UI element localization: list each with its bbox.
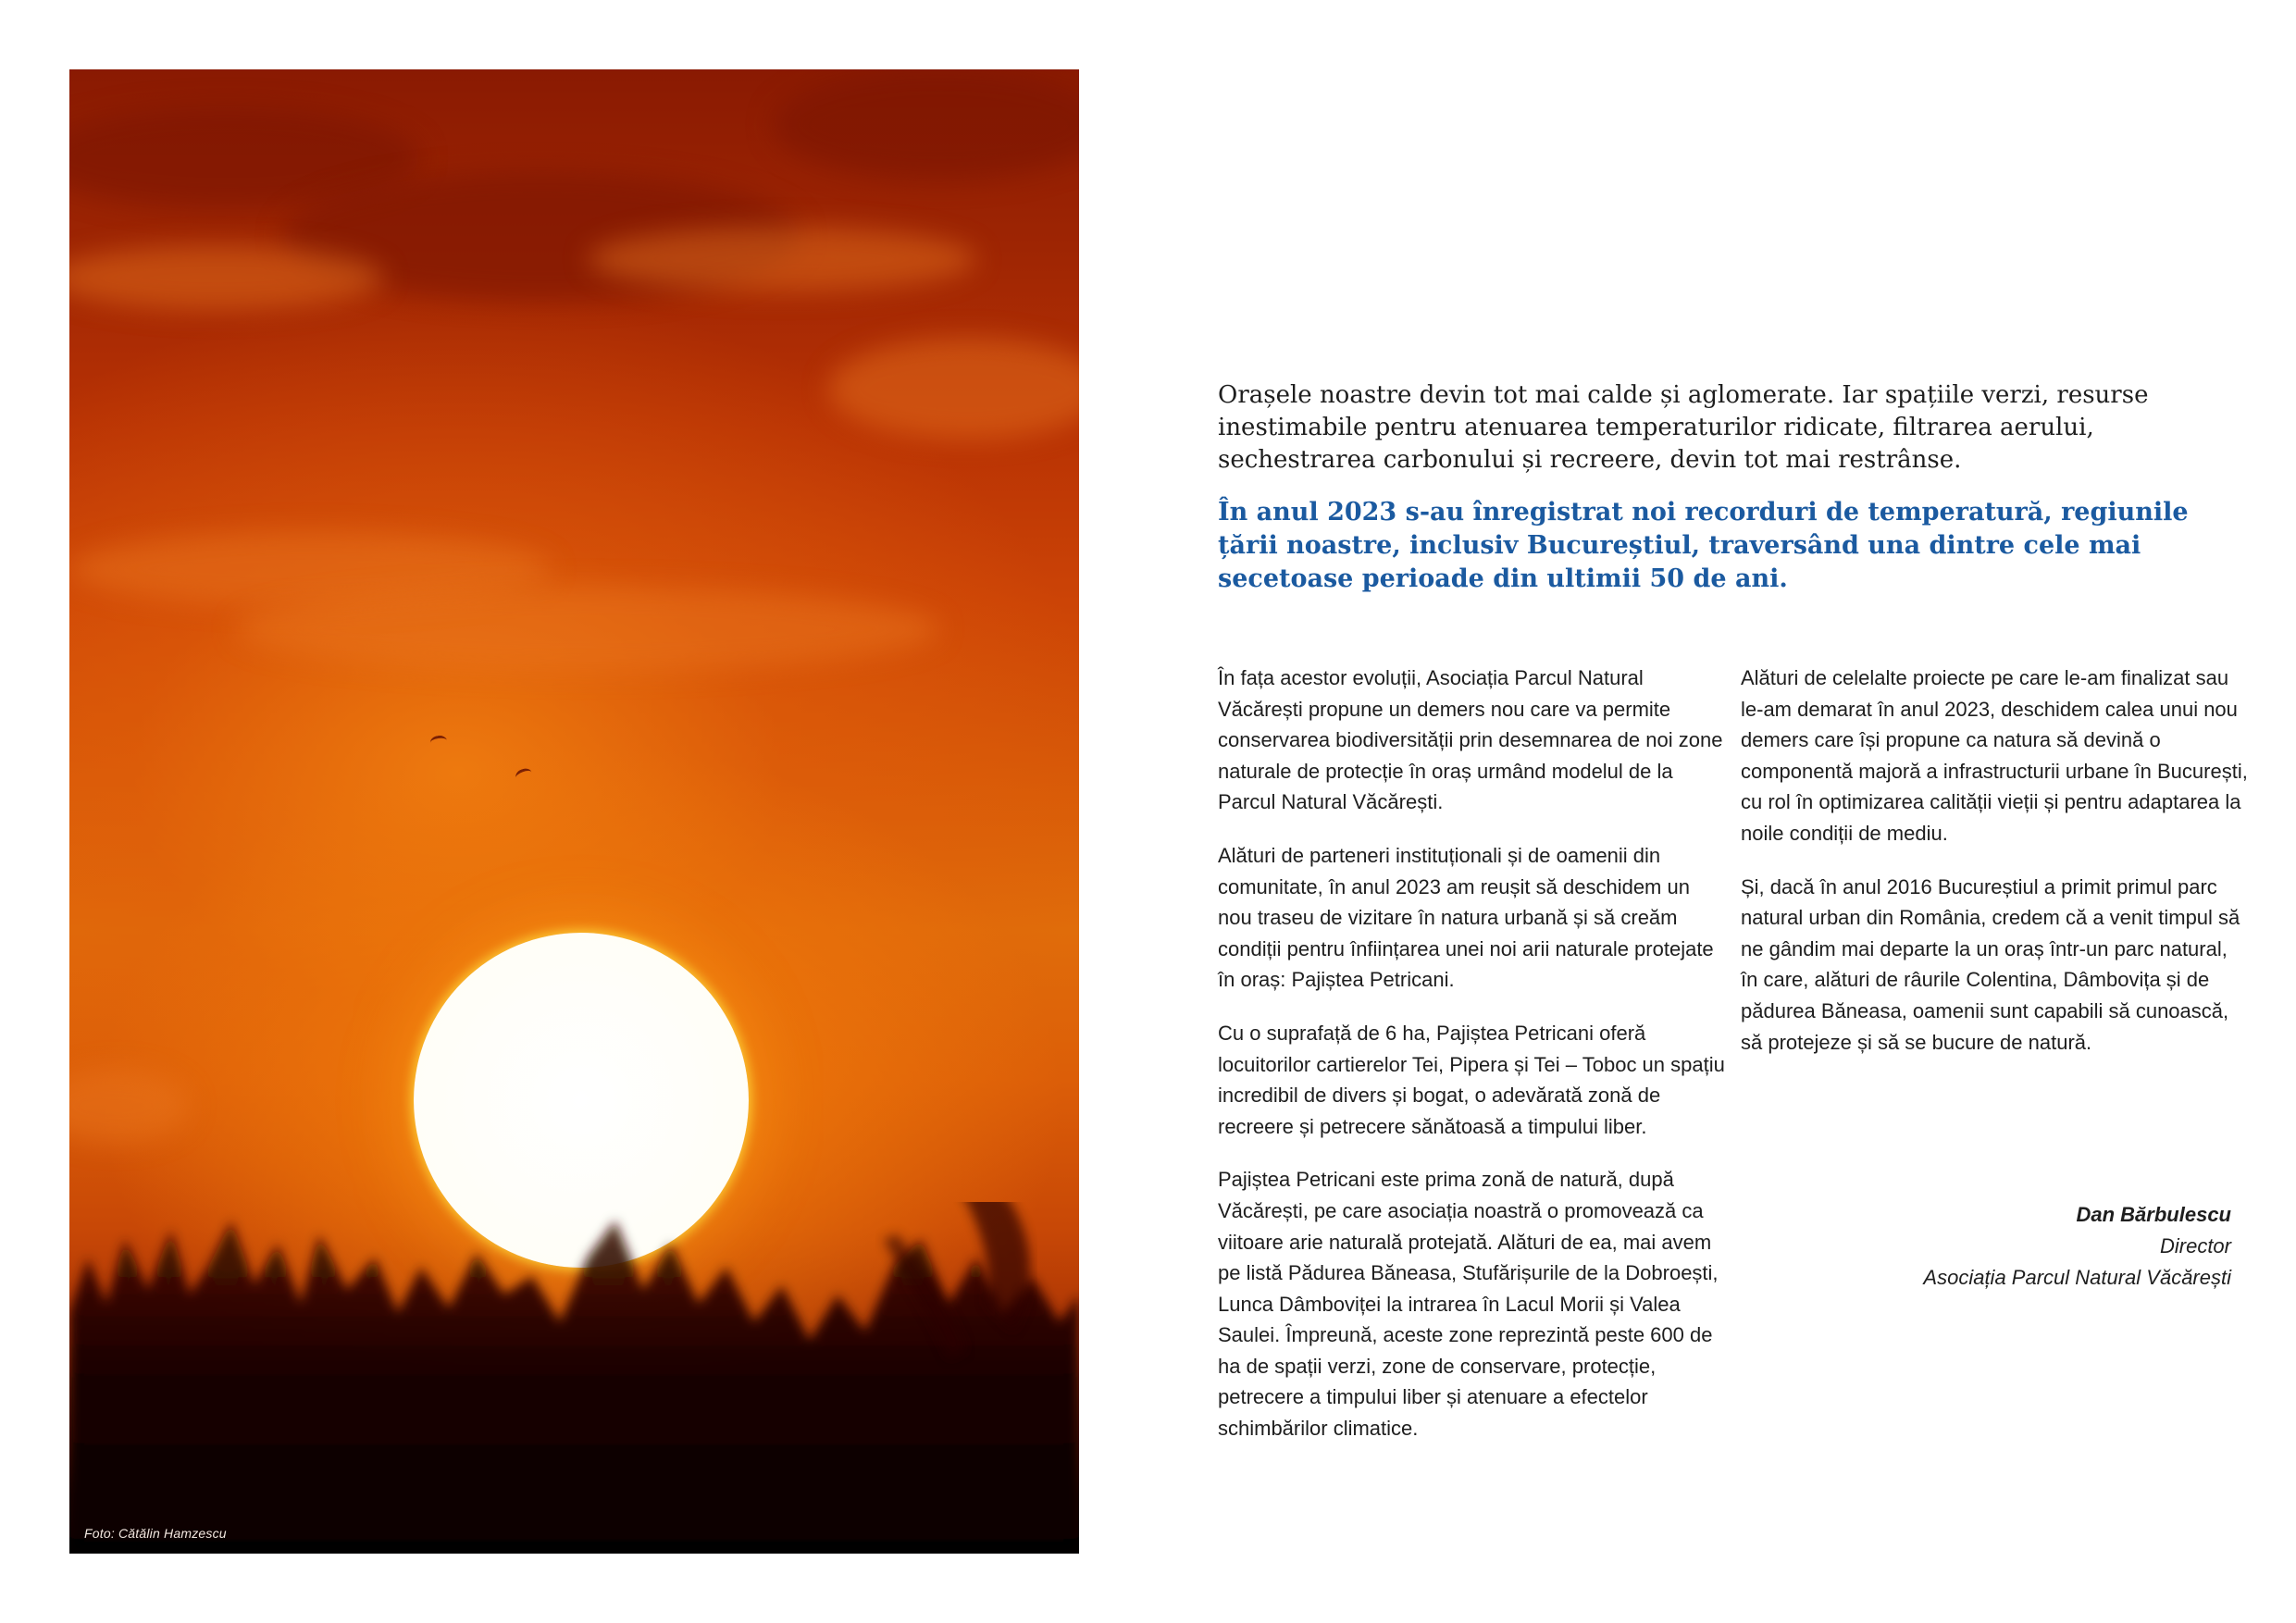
body-column-left [1218,663,1727,1467]
cloud [588,227,976,291]
signature-block [1923,1199,2231,1294]
cloud [69,1069,190,1143]
intro-paragraph: Orașele noastre devin tot mai calde și aglomerate. Iar spațiile verzi, resurse inestimabile pentru atenuarea temperaturilor ridicate, filtrarea aerului, sechestrarea carbonului și recreere, devin tot mai restrânse. [1218,381,2149,474]
cloud [236,588,939,671]
sunset-photo [69,69,1079,1554]
cloud [773,69,1079,180]
photo-credit: Foto: Cătălin Hamzescu [84,1526,227,1541]
body-paragraph: În fața acestor evoluții, Asociația Parcul Natural Văcărești propune un demers nou care va permite conservarea biodiversității prin desemnarea de noi zone naturale de protecție în oraș urmând modelul de la Parcul Natural Văcărești. [1218,666,1723,814]
signatory-organization: Asociația Parcul Natural Văcărești [1923,1266,2231,1289]
body-paragraph: Pajiștea Petricani este prima zonă de natură, după Văcărești, pe care asociația noastră o promovează ca viitoare arie naturală protejată. Alături de ea, mai avem pe listă Pădurea Băneasa, Stufărișurile de la Dobroești, Lunca Dâmboviței la intrarea în Lacul Morii și Valea Saulei. Împreună, aceste zone reprezintă peste 600 de ha de spații verzi, zone de conservare, protecție, petrecere a timpului liber și atenuare a efectelor schimbărilor climatice. [1218,1168,1719,1441]
bird-icon [514,766,533,783]
body-paragraph: Cu o suprafață de 6 ha, Pajiștea Petricani oferă locuitorilor cartierelor Tei, Pipera și Tei – Toboc un spațiu incredibil de divers și bogat, o adevărată zonă de recreere și petrecere sănătoasă a timpului liber. [1218,1021,1725,1138]
signatory-title: Director [2159,1234,2231,1258]
body-paragraph: Alături de parteneri instituționali și de oamenii din comunitate, în anul 2023 am reușit să deschidem un nou traseu de vizitare în natura urbană și să creăm condiții pentru înființarea unei noi arii naturale protejate în oraș: Pajiștea Petricani. [1218,843,1714,992]
bird-icon [429,735,448,749]
signatory-name: Dan Bărbulescu [2076,1203,2231,1226]
cloud [69,245,384,310]
highlight-statement: În anul 2023 s-au înregistrat noi recorduri de temperatură, regiunile țării noastre, inclusiv Bucureștiul, traversând una dintre cele mai secetoase perioade din ultimii 50 de ani. [1218,498,2189,593]
body-paragraph: Și, dacă în anul 2016 Bucureștiul a primit primul parc natural urban din România, credem că a venit timpul să ne gândim mai departe la un oraș într-un parc natural, în care, alături de râurile Colentina, Dâmbovița și de pădurea Băneasa, oamenii sunt capabili să cunoască, să protejeze și să se bucure de natură. [1741,874,2240,1054]
body-paragraph: Alături de celelalte proiecte pe care le-am finalizat sau le-am demarat în anul 2023, deschidem calea unui nou demers care își propune ca natura să devină o componentă majoră a infrastructurii urbane în București, cu rol în optimizarea calității vieții și pentru adaptarea la noile condiții de mediu. [1741,666,2248,845]
tree-silhouette [69,1202,1079,1554]
body-column-right [1741,663,2250,1080]
cloud [828,338,1079,440]
